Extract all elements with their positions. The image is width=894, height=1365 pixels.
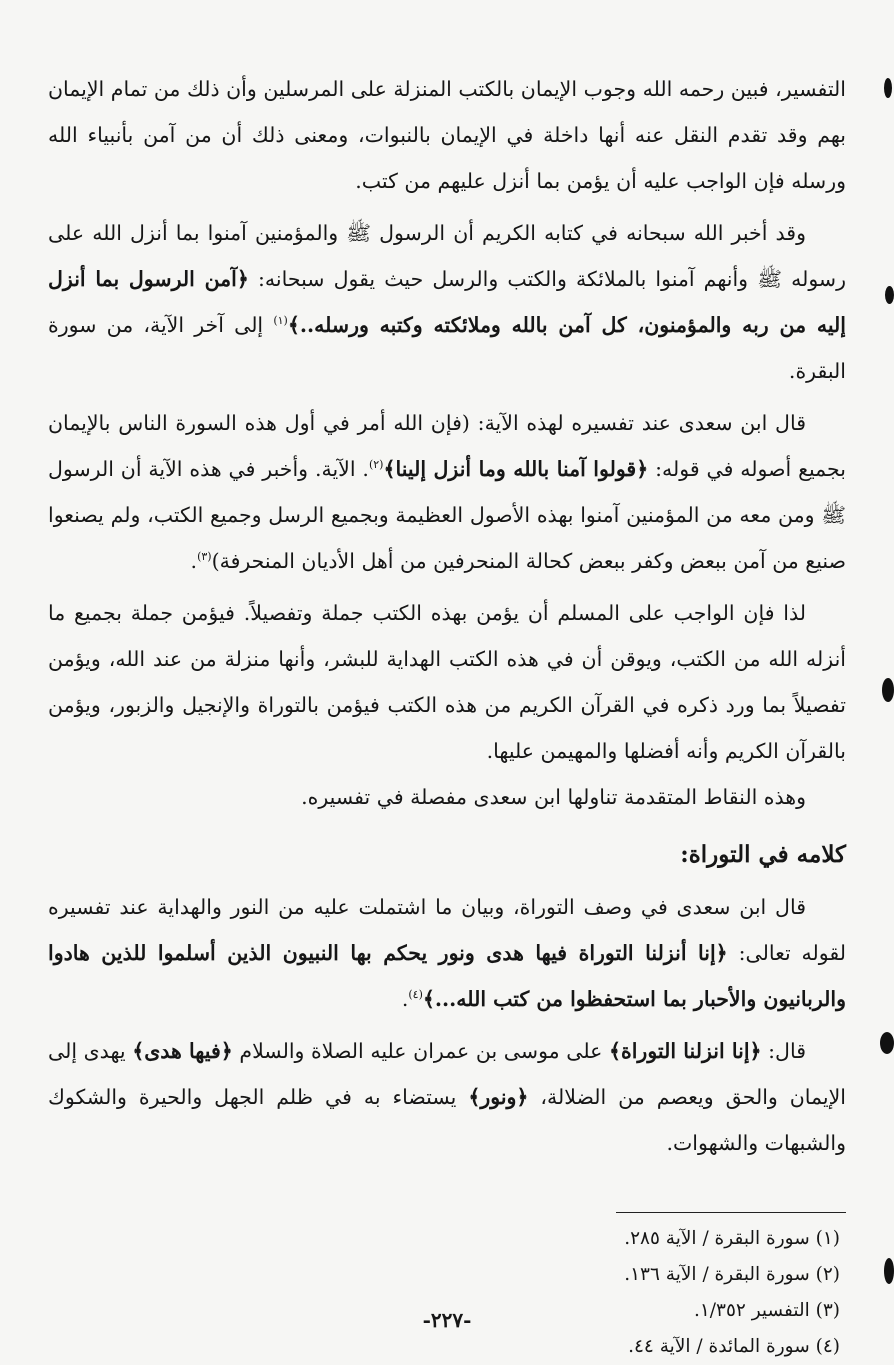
page-number: -٢٢٧-	[422, 1308, 472, 1332]
footnote-ref-4: (٤)	[408, 988, 423, 1002]
footnote-1: (١) سورة البقرة / الآية ٢٨٥.	[624, 1228, 840, 1249]
footnote-4: (٤) سورة المائدة / الآية ٤٤.	[628, 1336, 840, 1357]
section-paragraph-2-text: قال:	[761, 1039, 807, 1063]
footnote-ref-3: (٣)	[197, 550, 212, 564]
quran-phrase-3: ﴿ونور﴾	[468, 1085, 529, 1109]
paragraph-3-end: .	[190, 549, 198, 573]
paragraph-4: لذا فإن الواجب على المسلم أن يؤمن بهذه الكتب جملة وتفصيلاً. فيؤمن جملة بجميع ما أنزله الله من الكتب، ويوقن أن في هذه الكتب الهداية للبشر، وأنها منزلة من عند الله، ويؤمن تفصيلاً بما ورد ذكره في القرآن الكريم من هذه الكتب فيؤمن بالتوراة والإنجيل والزبور، ويؤمن بالقرآن الكريم وأنه أفضلها والمهيمن عليها.	[48, 601, 846, 763]
footnote-ref-1: (١)	[273, 314, 288, 328]
quran-verse-baqarah-136: ﴿قولوا آمنا بالله وما أنزل إلينا﴾	[383, 457, 649, 481]
section-paragraph-2	[48, 1028, 846, 1166]
section-paragraph-2-middle-1: على موسى بن عمران عليه الصلاة والسلام	[232, 1039, 609, 1063]
scan-mark-1	[884, 78, 892, 98]
section-paragraph-2-middle-2: يهدى إلى الإيمان والحق ويعصم من الضلالة،	[48, 1039, 846, 1109]
section-paragraph-1	[48, 884, 846, 1022]
section-paragraph-2-end: يستضاء به في ظلم الجهل والحيرة والشكوك والشبهات والشهوات.	[48, 1085, 846, 1155]
paragraph-5: وهذه النقاط المتقدمة تناولها ابن سعدى مفصلة في تفسيره.	[301, 785, 806, 809]
paragraph-2-end: إلى آخر الآية، من سورة البقرة.	[48, 313, 846, 383]
footnote-2: (٢) سورة البقرة / الآية ١٣٦.	[624, 1264, 840, 1285]
page-body	[48, 66, 846, 1365]
paragraph-3-middle: . الآية. وأخبر في هذه الآية أن الرسول ﷺ ومن معه من المؤمنين آمنوا بهذه الأصول العظيمة وبجميع الرسل وجميع الكتب، ولم يصنعوا صنيع من آمن ببعض وكفر ببعض كحالة المنحرفين من أهل الأديان المنحرفة)	[48, 457, 846, 573]
scan-mark-2	[885, 286, 894, 304]
quran-phrase-2: ﴿فيها هدى﴾	[132, 1039, 233, 1063]
scan-mark-3	[882, 678, 894, 702]
footnote-ref-2: (٢)	[368, 458, 384, 472]
quran-verse-maidah-44: ﴿إنا أنزلنا التوراة فيها هدى ونور يحكم بها النبيون الذين أسلموا للذين هادوا والربانيون والأحبار بما استحفظوا من كتب الله...﴾	[48, 941, 846, 1011]
scan-mark-5	[884, 1258, 894, 1284]
paragraph-3-text: قال ابن سعدى عند تفسيره لهذه الآية: (فإن الله أمر في أول هذه السورة الناس بالإيمان بجميع أصوله في قوله:	[48, 411, 846, 481]
section-paragraph-1-text: قال ابن سعدى في وصف التوراة، وبيان ما اشتملت عليه من النور والهداية عند تفسيره لقوله تعالى:	[48, 895, 846, 965]
paragraph-3	[48, 400, 846, 584]
quran-verse-baqarah-285: ﴿آمن الرسول بما أنزل إليه من ربه والمؤمنون، كل آمن بالله وملائكته وكتبه ورسله..﴾	[48, 267, 847, 337]
paragraph-1: التفسير، فبين رحمه الله وجوب الإيمان بالكتب المنزلة على المرسلين وأن ذلك من تمام الإيمان بهم وقد تقدم النقل عنه أنها داخلة في الإيمان بالنبوات، ومعنى ذلك أن من آمن بأنبياء الله ورسله فإن الواجب عليه أن يؤمن بما أنزل عليهم من كتب.	[48, 77, 846, 193]
scan-mark-4	[880, 1032, 894, 1054]
footnote-divider	[616, 1212, 846, 1213]
section-paragraph-1-end: .	[401, 987, 409, 1011]
footnote-3: (٣) التفسير ١/٣٥٢.	[693, 1300, 840, 1321]
section-heading: كلامه في التوراة:	[680, 841, 846, 868]
paragraph-2	[48, 210, 846, 394]
footnotes	[48, 1221, 846, 1365]
paragraph-2-text: وقد أخبر الله سبحانه في كتابه الكريم أن الرسول ﷺ والمؤمنين آمنوا بما أنزل الله على رسوله ﷺ وأنهم آمنوا بالملائكة والكتب والرسل حيث يقول سبحانه:	[48, 221, 847, 291]
quran-phrase-1: ﴿إنا انزلنا التوراة﴾	[608, 1039, 762, 1063]
